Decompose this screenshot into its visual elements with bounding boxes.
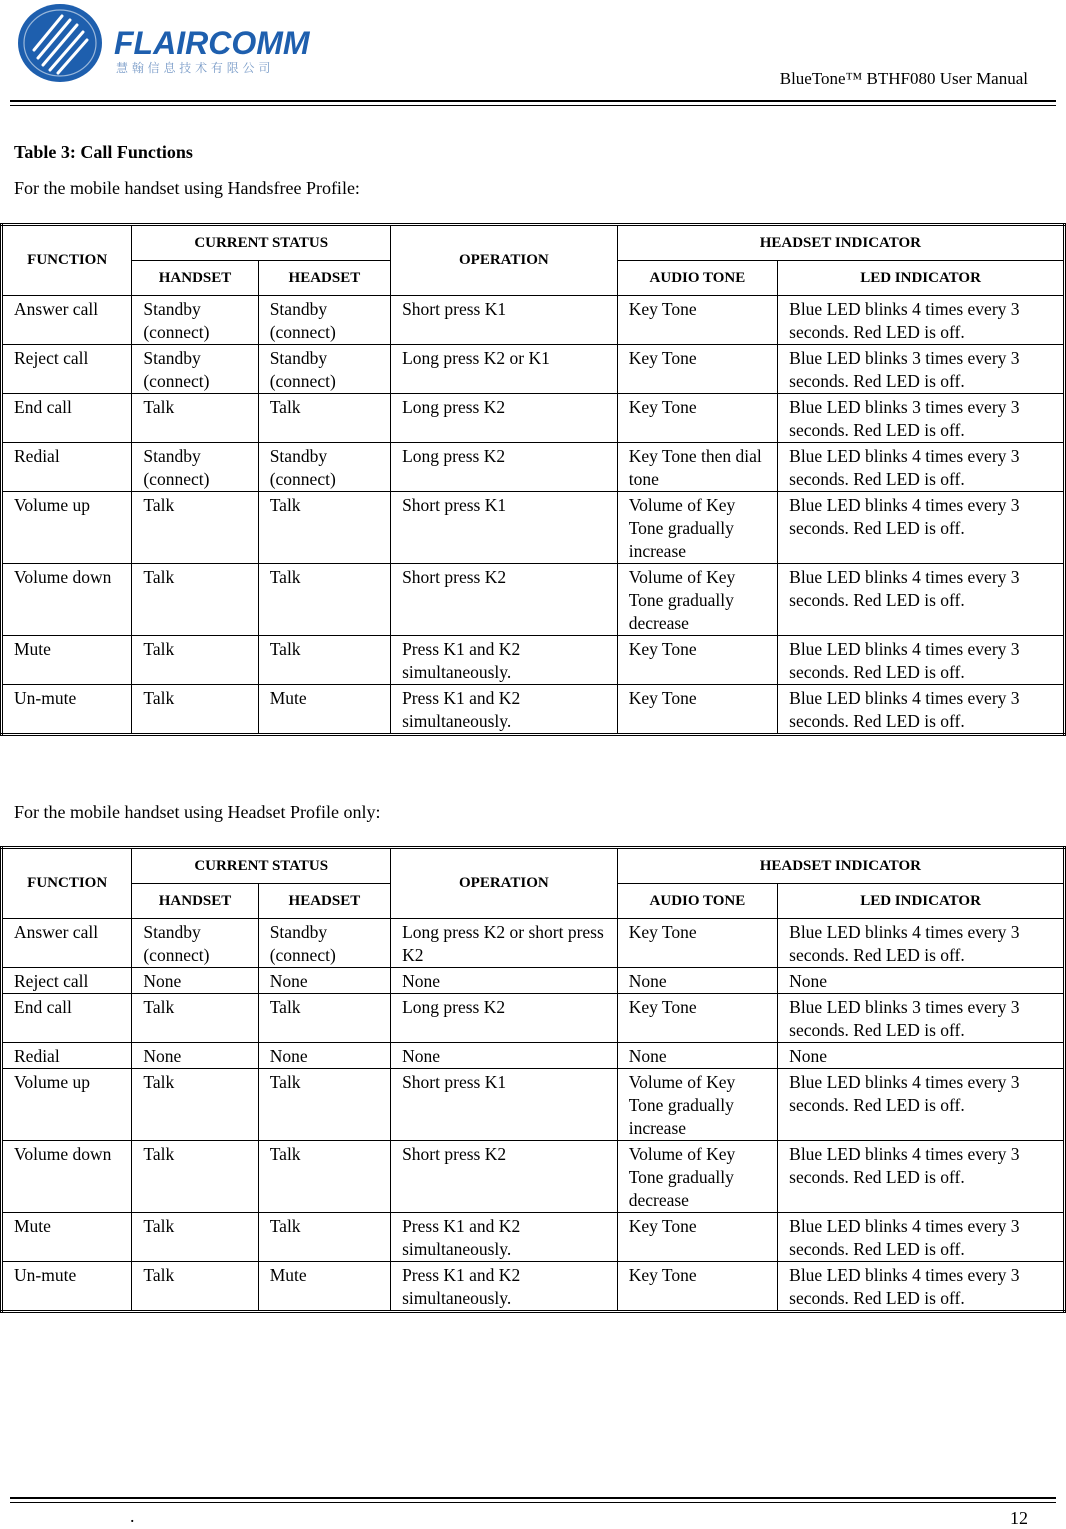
handset-status-cell: Standby (connect) xyxy=(132,919,258,968)
headset-status-cell: Talk xyxy=(258,636,390,685)
headset-status-cell: Standby (connect) xyxy=(258,296,390,345)
col-audio-tone: AUDIO TONE xyxy=(617,884,777,919)
audio-tone-cell: Key Tone xyxy=(617,636,777,685)
handset-status-cell: Talk xyxy=(132,1262,258,1312)
function-cell: Reject call xyxy=(2,968,132,994)
table-row xyxy=(2,968,1065,994)
handset-status-cell: Talk xyxy=(132,1069,258,1141)
function-cell: Answer call xyxy=(2,919,132,968)
audio-tone-cell: Key Tone xyxy=(617,345,777,394)
headset-status-cell: Talk xyxy=(258,994,390,1043)
handset-status-cell: Talk xyxy=(132,994,258,1043)
headset-status-cell: Talk xyxy=(258,1069,390,1141)
function-cell: End call xyxy=(2,994,132,1043)
audio-tone-cell: Volume of Key Tone gradually decrease xyxy=(617,1141,777,1213)
col-function: FUNCTION xyxy=(2,225,132,296)
led-indicator-cell: Blue LED blinks 4 times every 3 seconds. Red LED is off. xyxy=(778,1069,1065,1141)
headset-status-cell: Standby (connect) xyxy=(258,443,390,492)
headset-status-cell: Talk xyxy=(258,1213,390,1262)
handset-status-cell: Talk xyxy=(132,564,258,636)
led-indicator-cell: Blue LED blinks 4 times every 3 seconds. Red LED is off. xyxy=(778,1141,1065,1213)
operation-cell: Short press K1 xyxy=(391,492,618,564)
handset-status-cell: Talk xyxy=(132,1141,258,1213)
header-rule xyxy=(10,100,1056,106)
function-cell: Un-mute xyxy=(2,1262,132,1312)
function-cell: Redial xyxy=(2,1043,132,1069)
function-cell: End call xyxy=(2,394,132,443)
table-row xyxy=(2,296,1065,345)
led-indicator-cell: Blue LED blinks 4 times every 3 seconds. Red LED is off. xyxy=(778,443,1065,492)
operation-cell: Press K1 and K2 simultaneously. xyxy=(391,636,618,685)
function-cell: Answer call xyxy=(2,296,132,345)
led-indicator-cell: Blue LED blinks 4 times every 3 seconds. Red LED is off. xyxy=(778,1262,1065,1312)
headset-status-cell: Mute xyxy=(258,685,390,735)
handset-status-cell: Talk xyxy=(132,394,258,443)
col-led-indicator: LED INDICATOR xyxy=(778,884,1065,919)
handsfree-call-functions-table xyxy=(0,223,1066,736)
col-current-status: CURRENT STATUS xyxy=(132,848,391,884)
operation-cell: Short press K2 xyxy=(391,564,618,636)
audio-tone-cell: Key Tone xyxy=(617,1262,777,1312)
col-function: FUNCTION xyxy=(2,848,132,919)
led-indicator-cell: Blue LED blinks 4 times every 3 seconds. Red LED is off. xyxy=(778,564,1065,636)
table-row xyxy=(2,636,1065,685)
table-row xyxy=(2,345,1065,394)
col-audio-tone: AUDIO TONE xyxy=(617,261,777,296)
col-handset: HANDSET xyxy=(132,884,258,919)
table-row xyxy=(2,1141,1065,1213)
led-indicator-cell: Blue LED blinks 3 times every 3 seconds. Red LED is off. xyxy=(778,345,1065,394)
handset-status-cell: Talk xyxy=(132,685,258,735)
col-current-status: CURRENT STATUS xyxy=(132,225,391,261)
flaircomm-logo xyxy=(16,2,326,84)
headset-status-cell: Standby (connect) xyxy=(258,345,390,394)
audio-tone-cell: Key Tone then dial tone xyxy=(617,443,777,492)
operation-cell: Press K1 and K2 simultaneously. xyxy=(391,1213,618,1262)
table-row xyxy=(2,443,1065,492)
table-row xyxy=(2,1069,1065,1141)
logo-wordmark: FLAIRCOMM xyxy=(114,25,310,61)
headset-status-cell: None xyxy=(258,968,390,994)
led-indicator-cell: Blue LED blinks 3 times every 3 seconds. Red LED is off. xyxy=(778,394,1065,443)
table-row xyxy=(2,994,1065,1043)
function-cell: Volume up xyxy=(2,1069,132,1141)
handset-status-cell: Talk xyxy=(132,492,258,564)
led-indicator-cell: Blue LED blinks 3 times every 3 seconds. Red LED is off. xyxy=(778,994,1065,1043)
headset-status-cell: Talk xyxy=(258,394,390,443)
function-cell: Volume up xyxy=(2,492,132,564)
led-indicator-cell: Blue LED blinks 4 times every 3 seconds. Red LED is off. xyxy=(778,919,1065,968)
function-cell: Volume down xyxy=(2,564,132,636)
led-indicator-cell: Blue LED blinks 4 times every 3 seconds. Red LED is off. xyxy=(778,636,1065,685)
audio-tone-cell: Key Tone xyxy=(617,1213,777,1262)
function-cell: Reject call xyxy=(2,345,132,394)
audio-tone-cell: Volume of Key Tone gradually increase xyxy=(617,1069,777,1141)
handset-status-cell: Standby (connect) xyxy=(132,296,258,345)
operation-cell: Press K1 and K2 simultaneously. xyxy=(391,685,618,735)
document-title: BlueTone™ BTHF080 User Manual xyxy=(779,69,1028,88)
table-caption: Table 3: Call Functions xyxy=(14,142,193,162)
headset-status-cell: None xyxy=(258,1043,390,1069)
footer-rule xyxy=(10,1497,1056,1503)
operation-cell: Long press K2 xyxy=(391,443,618,492)
led-indicator-cell: Blue LED blinks 4 times every 3 seconds. Red LED is off. xyxy=(778,685,1065,735)
handset-status-cell: Talk xyxy=(132,636,258,685)
audio-tone-cell: None xyxy=(617,968,777,994)
function-cell: Volume down xyxy=(2,1141,132,1213)
headset-status-cell: Talk xyxy=(258,1141,390,1213)
audio-tone-cell: Key Tone xyxy=(617,685,777,735)
handset-status-cell: Standby (connect) xyxy=(132,345,258,394)
led-indicator-cell: Blue LED blinks 4 times every 3 seconds. Red LED is off. xyxy=(778,1213,1065,1262)
operation-cell: Short press K1 xyxy=(391,1069,618,1141)
led-indicator-cell: None xyxy=(778,968,1065,994)
intro-handsfree: For the mobile handset using Handsfree Profile: xyxy=(14,178,360,198)
col-headset: HEADSET xyxy=(258,261,390,296)
page-number: 12 xyxy=(1010,1508,1028,1528)
operation-cell: None xyxy=(391,1043,618,1069)
operation-cell: None xyxy=(391,968,618,994)
operation-cell: Long press K2 xyxy=(391,994,618,1043)
table-row xyxy=(2,492,1065,564)
led-indicator-cell: Blue LED blinks 4 times every 3 seconds. Red LED is off. xyxy=(778,492,1065,564)
col-headset: HEADSET xyxy=(258,884,390,919)
audio-tone-cell: Key Tone xyxy=(617,994,777,1043)
function-cell: Un-mute xyxy=(2,685,132,735)
operation-cell: Long press K2 or K1 xyxy=(391,345,618,394)
table-row xyxy=(2,919,1065,968)
handset-status-cell: None xyxy=(132,1043,258,1069)
operation-cell: Long press K2 xyxy=(391,394,618,443)
operation-cell: Short press K2 xyxy=(391,1141,618,1213)
col-operation: OPERATION xyxy=(391,848,618,919)
table-row xyxy=(2,1213,1065,1262)
col-operation: OPERATION xyxy=(391,225,618,296)
logo-subtext: 慧 翰 信 息 技 术 有 限 公 司 xyxy=(116,61,271,75)
function-cell: Redial xyxy=(2,443,132,492)
led-indicator-cell: None xyxy=(778,1043,1065,1069)
col-led-indicator: LED INDICATOR xyxy=(778,261,1065,296)
audio-tone-cell: Volume of Key Tone gradually decrease xyxy=(617,564,777,636)
table-row xyxy=(2,1043,1065,1069)
headset-profile-call-functions-table xyxy=(0,846,1066,1313)
col-headset-indicator: HEADSET INDICATOR xyxy=(617,848,1064,884)
headset-status-cell: Talk xyxy=(258,492,390,564)
table-row xyxy=(2,564,1065,636)
audio-tone-cell: None xyxy=(617,1043,777,1069)
col-handset: HANDSET xyxy=(132,261,258,296)
logo-globe-icon xyxy=(18,4,102,82)
audio-tone-cell: Key Tone xyxy=(617,394,777,443)
audio-tone-cell: Key Tone xyxy=(617,919,777,968)
operation-cell: Short press K1 xyxy=(391,296,618,345)
function-cell: Mute xyxy=(2,636,132,685)
table-row xyxy=(2,394,1065,443)
headset-status-cell: Talk xyxy=(258,564,390,636)
headset-status-cell: Standby (connect) xyxy=(258,919,390,968)
operation-cell: Press K1 and K2 simultaneously. xyxy=(391,1262,618,1312)
handset-status-cell: None xyxy=(132,968,258,994)
led-indicator-cell: Blue LED blinks 4 times every 3 seconds. Red LED is off. xyxy=(778,296,1065,345)
function-cell: Mute xyxy=(2,1213,132,1262)
audio-tone-cell: Key Tone xyxy=(617,296,777,345)
table-row xyxy=(2,1262,1065,1312)
footer-mark: . xyxy=(130,1506,135,1526)
table-row xyxy=(2,685,1065,735)
handset-status-cell: Standby (connect) xyxy=(132,443,258,492)
operation-cell: Long press K2 or short press K2 xyxy=(391,919,618,968)
audio-tone-cell: Volume of Key Tone gradually increase xyxy=(617,492,777,564)
headset-status-cell: Mute xyxy=(258,1262,390,1312)
col-headset-indicator: HEADSET INDICATOR xyxy=(617,225,1064,261)
intro-headset-only: For the mobile handset using Headset Profile only: xyxy=(14,802,381,822)
handset-status-cell: Talk xyxy=(132,1213,258,1262)
